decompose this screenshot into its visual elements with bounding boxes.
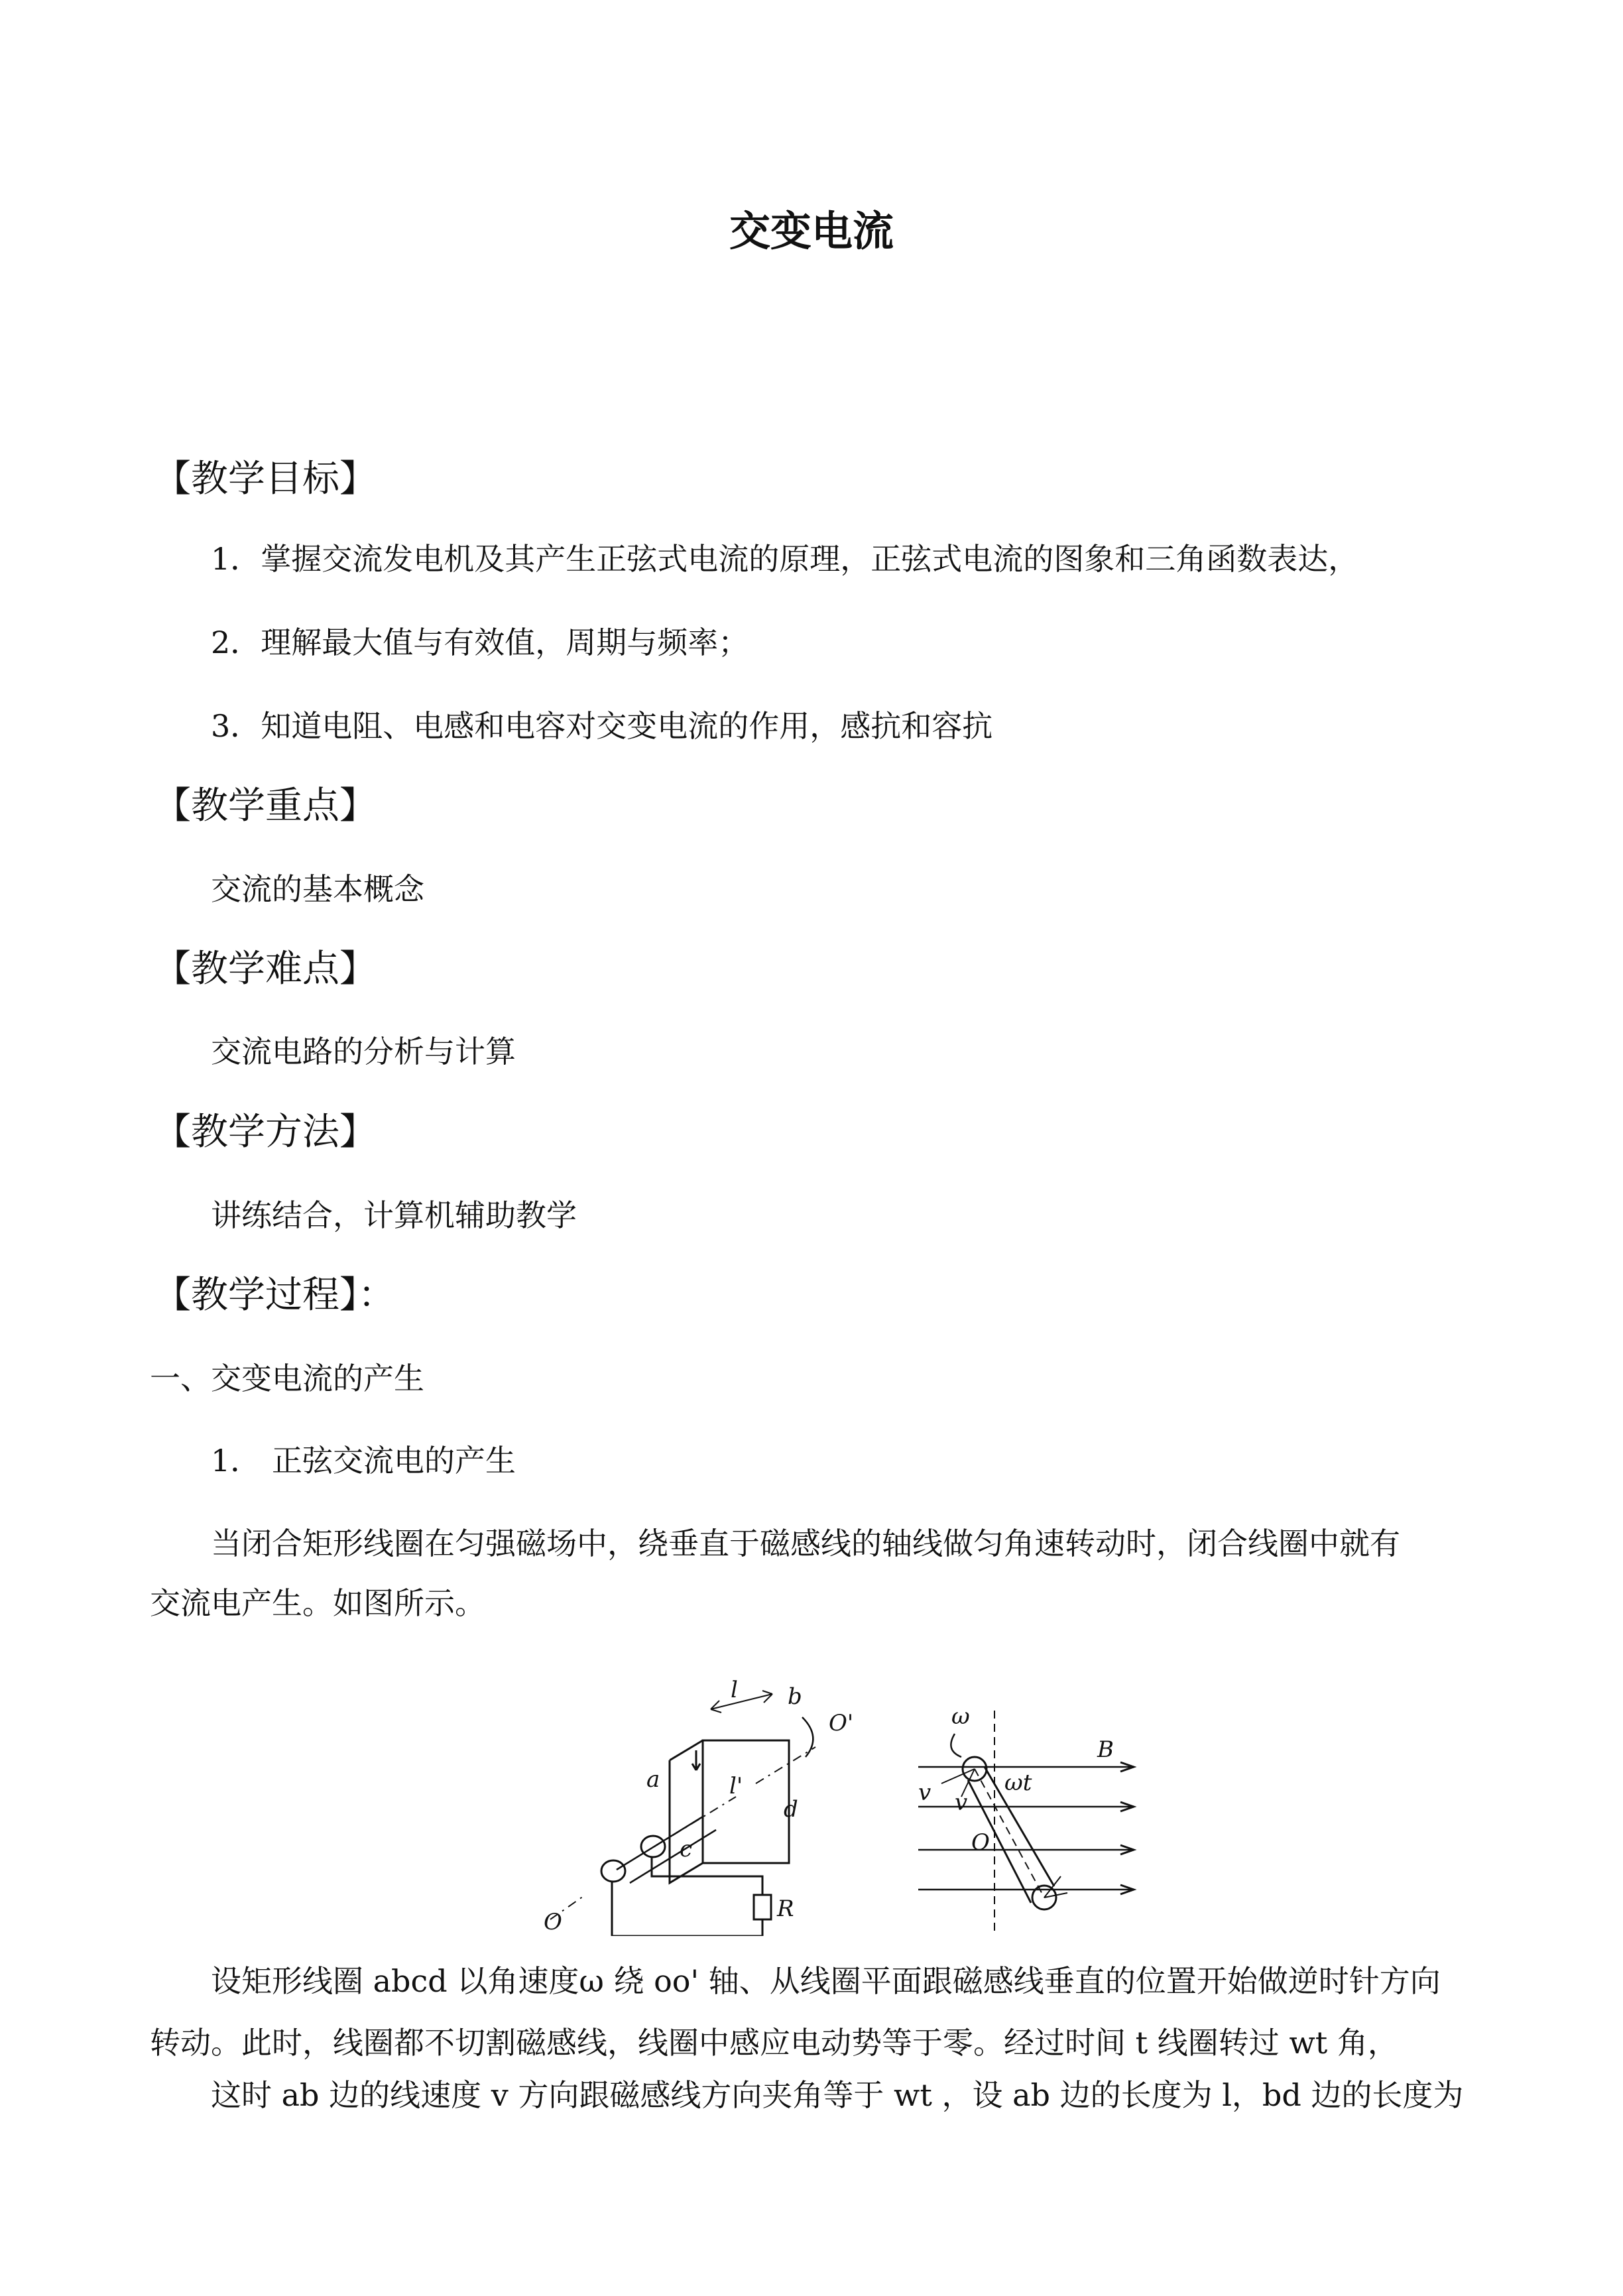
label-omega-t: ωt — [1004, 1770, 1032, 1796]
field-arrowheads — [1120, 1762, 1134, 1894]
paragraph-line: 设矩形线圈 abcd 以角速度ω 绕 oo' 轴、从线圈平面跟磁感线垂直的位置开始做逆时针方向 — [211, 1963, 1441, 1999]
rotation-axis — [550, 1747, 815, 1919]
paragraph-line: 当闭合矩形线圈在匀强磁场中，绕垂直于磁感线的轴线做匀角速转动时，闭合线圈中就有 — [211, 1526, 1400, 1561]
label-o-center: O — [971, 1829, 990, 1856]
label-r: R — [777, 1896, 794, 1922]
circuit-wire — [612, 1856, 762, 1936]
label-d: d — [784, 1796, 798, 1823]
omega-arrow — [951, 1734, 961, 1757]
label-l-prime: l' — [729, 1773, 743, 1799]
difficulty-text: 交流电路的分析与计算 — [211, 1034, 516, 1069]
generator-figure — [537, 1658, 1160, 1936]
difficulty-heading: 【教学难点】 — [154, 947, 377, 991]
label-l: l — [731, 1677, 738, 1703]
resistor — [754, 1895, 771, 1919]
label-o-prime: O' — [829, 1710, 854, 1736]
objective-item: 3．知道电阻、电感和电容对交变电流的作用，感抗和容抗 — [211, 708, 993, 744]
section-heading: 一、交变电流的产生 — [150, 1360, 424, 1396]
page-title: 交变电流 — [729, 207, 894, 255]
label-omega: ω — [951, 1703, 970, 1730]
label-a: a — [646, 1766, 660, 1793]
paragraph-line: 这时 ab 边的线速度 v 方向跟磁感线方向夹角等于 wt ，设 ab 边的长度为 l，bd 边的长度为 — [211, 2077, 1464, 2113]
label-b-field: B — [1097, 1736, 1114, 1763]
rotation-arrow — [802, 1717, 813, 1757]
label-v-inner: v — [955, 1789, 968, 1816]
key-points-text: 交流的基本概念 — [211, 871, 424, 907]
coil-outline — [703, 1740, 789, 1863]
key-points-heading: 【教学重点】 — [154, 784, 377, 827]
label-b: b — [788, 1683, 802, 1710]
method-text: 讲练结合，计算机辅助教学 — [211, 1197, 577, 1233]
slip-ring — [601, 1860, 625, 1882]
subsection-heading: 正弦交流电的产生 — [272, 1443, 516, 1479]
paragraph-line: 交流电产生。如图所示。 — [150, 1585, 485, 1621]
current-arrow — [692, 1750, 700, 1770]
shaft — [617, 1817, 716, 1883]
objectives-heading: 【教学目标】 — [154, 457, 377, 501]
process-heading: 【教学过程】： — [154, 1274, 395, 1317]
method-heading: 【教学方法】 — [154, 1111, 377, 1154]
length-arrow — [711, 1691, 772, 1713]
label-o: O — [544, 1909, 562, 1935]
subsection-number: 1． — [211, 1443, 261, 1479]
label-c: c — [680, 1836, 693, 1862]
objective-item: 1．掌握交流发电机及其产生正弦式电流的原理，正弦式电流的图象和三角函数表达， — [211, 541, 1359, 577]
objective-item: 2．理解最大值与有效值，周期与频率； — [211, 625, 749, 660]
label-v: v — [918, 1780, 932, 1806]
paragraph-line: 转动。此时，线圈都不切割磁感线，线圈中感应电动势等于零。经过时间 t 线圈转过 wt 角， — [150, 2025, 1398, 2061]
